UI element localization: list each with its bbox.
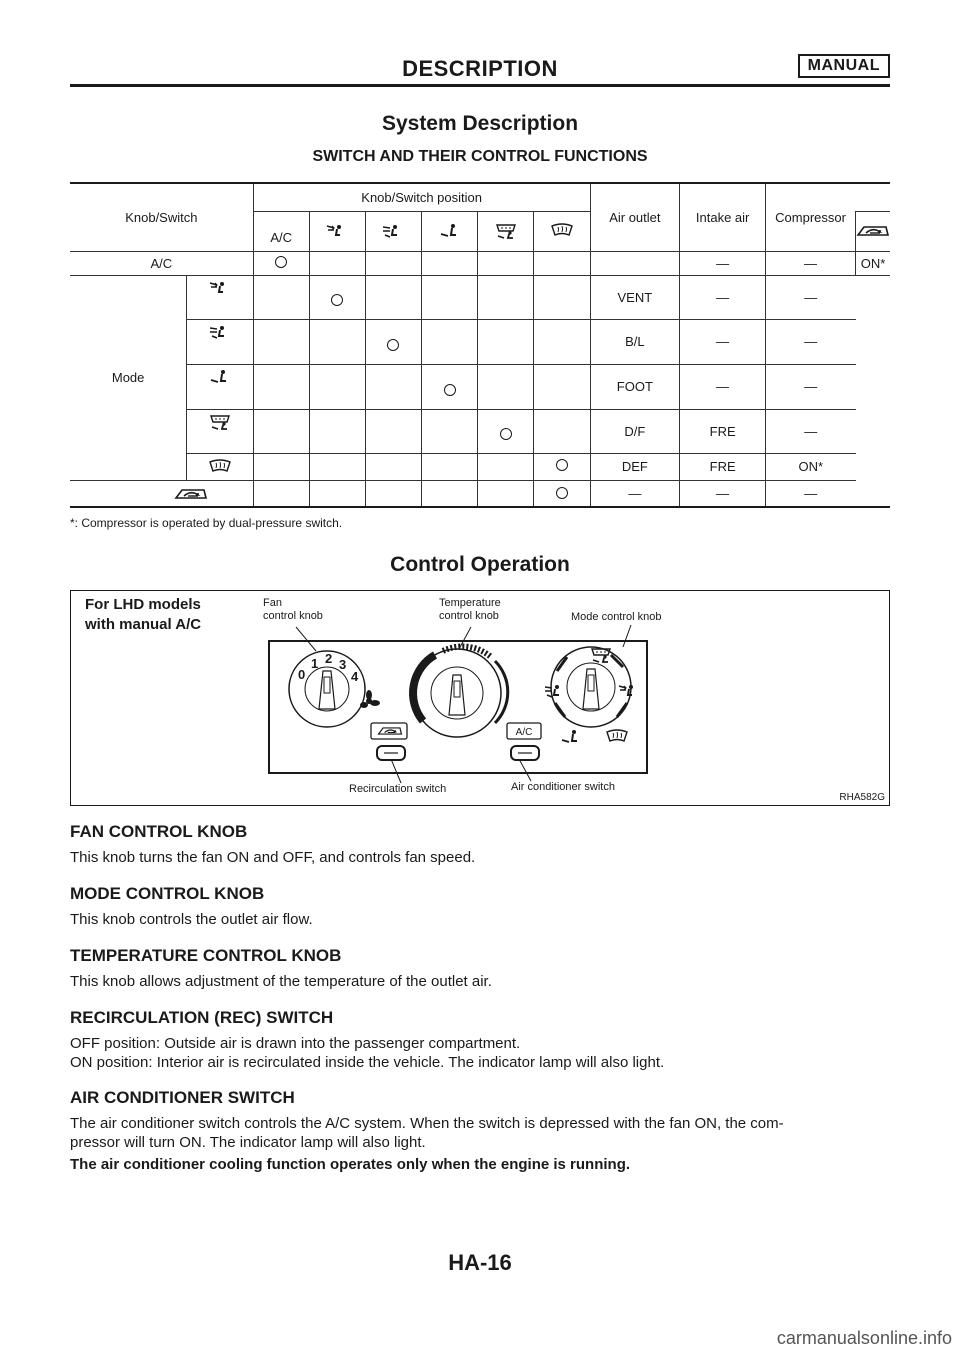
- cell-compressor: —: [766, 480, 856, 507]
- temperature-control-knob[interactable]: [413, 646, 508, 737]
- foot-icon: [438, 223, 462, 239]
- figure-model-note: For LHD models with manual A/C: [85, 596, 202, 633]
- section-title-control-operation: Control Operation: [390, 553, 570, 576]
- cell-intake: FRE: [680, 453, 766, 480]
- mode-control-knob[interactable]: [551, 647, 631, 727]
- cell-compressor: —: [766, 364, 856, 409]
- th-ac: A/C: [253, 211, 309, 251]
- heading-recirculation-switch: RECIRCULATION (REC) SWITCH: [70, 1008, 334, 1027]
- active-mark: [556, 459, 568, 471]
- cell-intake: —: [680, 480, 766, 507]
- bilevel-icon: [208, 324, 232, 340]
- cell-outlet: D/F: [590, 409, 680, 453]
- heading-air-conditioner-switch: AIR CONDITIONER SWITCH: [70, 1088, 295, 1107]
- label-fan-control-knob: Fan control knob: [263, 597, 323, 622]
- cell-outlet: —: [680, 251, 766, 275]
- mode-foot-icon: [562, 730, 577, 742]
- section-subtitle-switch-functions: SWITCH AND THEIR CONTROL FUNCTIONS: [312, 148, 648, 165]
- row-label-mode: Mode: [70, 275, 187, 480]
- fan-step-1: 1: [311, 656, 319, 671]
- cell-compressor: —: [766, 275, 856, 319]
- header-title: DESCRIPTION: [402, 56, 558, 81]
- cell-outlet: FOOT: [590, 364, 680, 409]
- air-conditioner-switch[interactable]: [507, 723, 541, 760]
- foot-icon: [208, 369, 232, 385]
- cell-intake: —: [680, 364, 766, 409]
- cell-compressor: ON*: [766, 453, 856, 480]
- table-row: [70, 364, 890, 409]
- table-footnote: *: Compressor is operated by dual-pressure switch.: [70, 516, 343, 530]
- foot-defrost-icon: [208, 414, 232, 430]
- fan-step-4: 4: [351, 669, 359, 684]
- active-mark: [387, 339, 399, 351]
- switch-function-table: [70, 182, 890, 508]
- label-temperature-control-knob: Temperature control knob: [439, 597, 501, 622]
- th-air-outlet: Air outlet: [590, 183, 680, 251]
- fan-step-2: 2: [325, 651, 333, 666]
- control-panel-drawing: [71, 591, 889, 805]
- active-mark: [500, 428, 512, 440]
- fan-step-3: 3: [339, 657, 347, 672]
- th-knob-switch: Knob/Switch: [70, 183, 253, 251]
- text-air-conditioner-1: The air conditioner switch controls the A/C system. When the switch is depressed with the fan ON, the com-: [70, 1115, 784, 1132]
- th-knob-switch-position: Knob/Switch position: [253, 183, 590, 211]
- defrost-icon: [550, 223, 574, 239]
- recirculation-switch[interactable]: [371, 723, 407, 760]
- table-row: [70, 480, 890, 507]
- mode-defrost-icon: [607, 730, 627, 741]
- th-recirculation: [856, 211, 891, 251]
- cell-compressor: —: [766, 319, 856, 364]
- header-badge: MANUAL: [798, 54, 890, 78]
- text-recirculation-on: ON position: Interior air is recirculated inside the vehicle. The indicator lamp will also light.: [70, 1054, 665, 1071]
- text-mode-control-knob: This knob controls the outlet air flow.: [70, 911, 313, 928]
- active-mark: [556, 487, 568, 499]
- vent-icon: [325, 223, 349, 239]
- cell-intake: —: [680, 319, 766, 364]
- active-mark: [331, 294, 343, 306]
- vent-icon: [208, 280, 232, 296]
- cell-outlet: —: [590, 480, 680, 507]
- heading-mode-control-knob: MODE CONTROL KNOB: [70, 884, 265, 903]
- th-vent: [309, 211, 365, 251]
- label-mode-control-knob: Mode control knob: [571, 611, 662, 623]
- th-bilevel: [365, 211, 421, 251]
- th-foot-defrost: [478, 211, 534, 251]
- cell-outlet: VENT: [590, 275, 680, 319]
- th-defrost: [534, 211, 590, 251]
- control-panel-figure: [70, 590, 890, 806]
- text-fan-control-knob: This knob turns the fan ON and OFF, and controls fan speed.: [70, 849, 476, 866]
- recirculation-icon: [856, 223, 890, 239]
- heading-fan-control-knob: FAN CONTROL KNOB: [70, 822, 248, 841]
- row-label-ac: A/C: [70, 251, 253, 275]
- watermark: carmanualsonline.info: [776, 1328, 952, 1348]
- header-rule: [70, 84, 890, 87]
- cell-compressor: —: [766, 409, 856, 453]
- table-row: [70, 275, 890, 319]
- ac-button-label: A/C: [515, 727, 533, 738]
- table-row: [70, 251, 890, 275]
- cell-intake: —: [766, 251, 856, 275]
- text-air-conditioner-note: The air conditioner cooling function operates only when the engine is running.: [70, 1156, 631, 1173]
- cell-intake: FRE: [680, 409, 766, 453]
- text-air-conditioner-2: pressor will turn ON. The indicator lamp will also light.: [70, 1134, 426, 1151]
- text-recirculation-off: OFF position: Outside air is drawn into the passenger compartment.: [70, 1035, 521, 1052]
- active-mark: [444, 384, 456, 396]
- defrost-icon: [208, 459, 232, 475]
- page-header: [70, 54, 890, 86]
- heading-temperature-control-knob: TEMPERATURE CONTROL KNOB: [70, 946, 342, 965]
- foot-defrost-icon: [494, 223, 518, 239]
- table-row: [70, 453, 890, 480]
- cell-outlet: B/L: [590, 319, 680, 364]
- cell-intake: —: [680, 275, 766, 319]
- page-number: HA-16: [448, 1250, 512, 1275]
- bilevel-icon: [381, 223, 405, 239]
- figure-code: RHA582G: [839, 792, 885, 803]
- recirculation-icon: [174, 486, 208, 502]
- section-title-system-description: System Description: [381, 112, 579, 135]
- th-compressor: Compressor: [766, 183, 856, 251]
- label-recirculation-switch: Recirculation switch: [349, 783, 447, 795]
- active-mark: [275, 256, 287, 268]
- table-row: [70, 409, 890, 453]
- label-air-conditioner-switch: Air conditioner switch: [511, 781, 615, 793]
- fan-step-0: 0: [298, 667, 306, 682]
- table-row: [70, 319, 890, 364]
- cell-compressor: ON*: [856, 251, 891, 275]
- text-temperature-control-knob: This knob allows adjustment of the temperature of the outlet air.: [70, 973, 492, 990]
- th-intake-air: Intake air: [680, 183, 766, 251]
- th-foot: [422, 211, 478, 251]
- cell-outlet: DEF: [590, 453, 680, 480]
